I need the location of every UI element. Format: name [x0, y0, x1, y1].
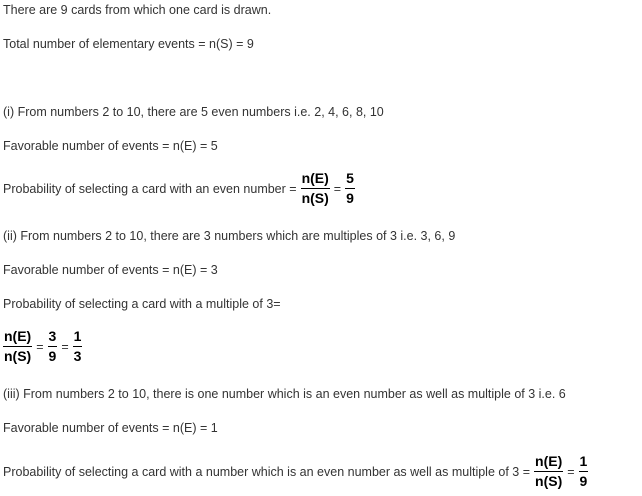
total-events-text: Total number of elementary events = n(S) = 9	[3, 37, 254, 51]
sample-space-text: There are 9 cards from which one card is drawn.	[3, 3, 272, 17]
fraction-nE-over-nS: $\frac{n(E)}{n(S)}$	[301, 170, 329, 206]
part-iii-probability-label: Probability of selecting a card with a number which is an even number as well as multiple of 3 =	[3, 464, 531, 479]
fraction-value: $\frac{3}{9}$	[48, 328, 57, 364]
equals-sign: =	[61, 339, 69, 354]
equals-sign: =	[36, 339, 44, 354]
part-iii-probability	[3, 453, 588, 490]
fraction-nE-over-nS: $\frac{n(E)}{n(S)}$	[535, 453, 563, 489]
part-i-probability	[3, 170, 355, 207]
fraction-nE-over-nS: $\frac{n(E)}{n(S)}$	[4, 328, 32, 364]
part-iii-intro: (iii) From numbers 2 to 10, there is one number which is an even number as well as multiple of 3 i.e. 6	[3, 387, 566, 401]
part-ii-probability-label: Probability of selecting a card with a multiple of 3=	[3, 297, 281, 311]
fraction-result: $\frac{1}{9}$	[579, 453, 588, 489]
part-i-favorable: Favorable number of events = n(E) = 5	[3, 139, 218, 153]
equals-sign: =	[333, 181, 342, 196]
part-ii-favorable: Favorable number of events = n(E) = 3	[3, 263, 218, 277]
part-i-probability-label: Probability of selecting a card with an even number =	[3, 181, 297, 196]
equals-sign: =	[567, 464, 575, 479]
part-i-intro: (i) From numbers 2 to 10, there are 5 even numbers i.e. 2, 4, 6, 8, 10	[3, 105, 384, 119]
part-ii-intro: (ii) From numbers 2 to 10, there are 3 numbers which are multiples of 3 i.e. 3, 6, 9	[3, 229, 456, 243]
part-iii-favorable: Favorable number of events = n(E) = 1	[3, 421, 218, 435]
fraction-result: $\frac{1}{3}$	[73, 328, 82, 364]
fraction-result: $\frac{5}{9}$	[346, 170, 354, 206]
part-ii-probability	[3, 328, 82, 365]
